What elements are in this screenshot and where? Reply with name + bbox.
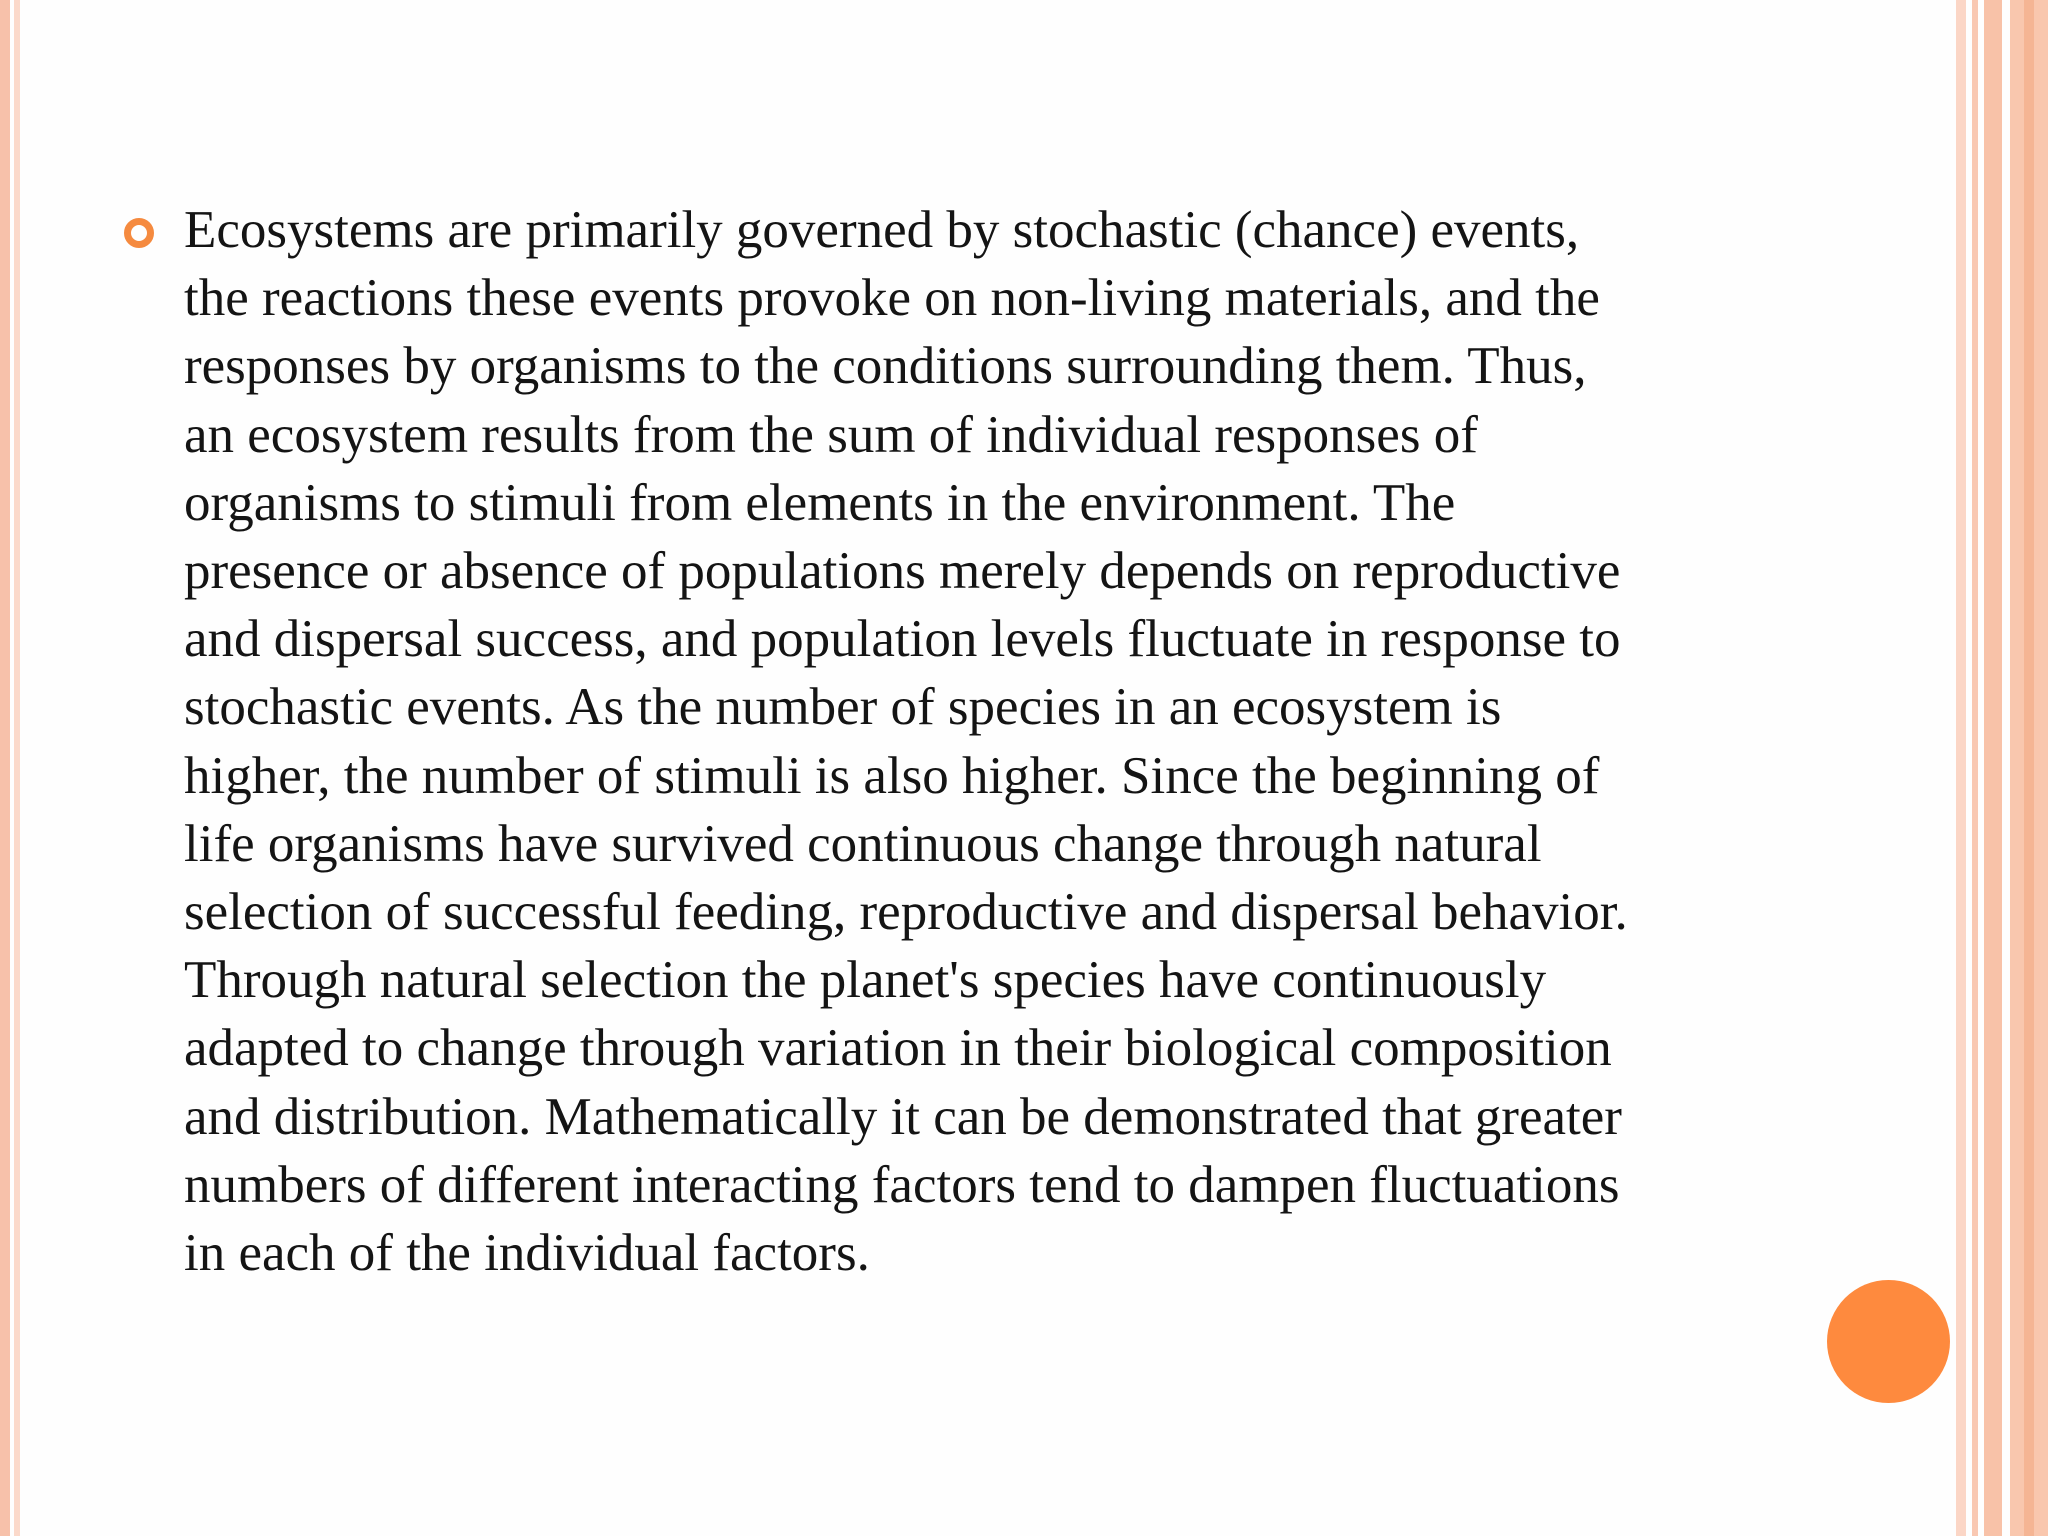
left-border-stripe-inner [14, 0, 20, 1536]
right-border-stripe [1984, 0, 2002, 1536]
bullet-paragraph: Ecosystems are primarily governed by stochastic (chance) events, the reactions these events provoke on non-living materials, and the responses by organisms to the conditions surrounding them. Thus, an ecosystem results from the sum of individual responses of organisms to stimuli from elements in the environment. The presence or absence of populations merely depends on reproductive and dispersal success, and population levels fluctuate in response to stochastic events. As the number of species in an ecosystem is higher, the number of stimuli is also higher. Since the beginning of life organisms have survived continuous change through natural selection of successful feeding, reproductive and dispersal behavior. Through natural selection the planet's species have continuously adapted to change through variation in their biological composition and distribution. Mathematically it can be demonstrated that greater numbers of different interacting factors tend to dampen fluctuations in each of the individual factors. [184, 201, 1628, 1283]
decorative-orange-circle [1827, 1280, 1950, 1403]
right-border-stripe [2024, 0, 2034, 1536]
bullet-ring-icon [124, 218, 154, 248]
right-border-stripe [1972, 0, 1978, 1536]
left-border-stripe [0, 0, 10, 1536]
right-border-stripe [1956, 0, 1966, 1536]
